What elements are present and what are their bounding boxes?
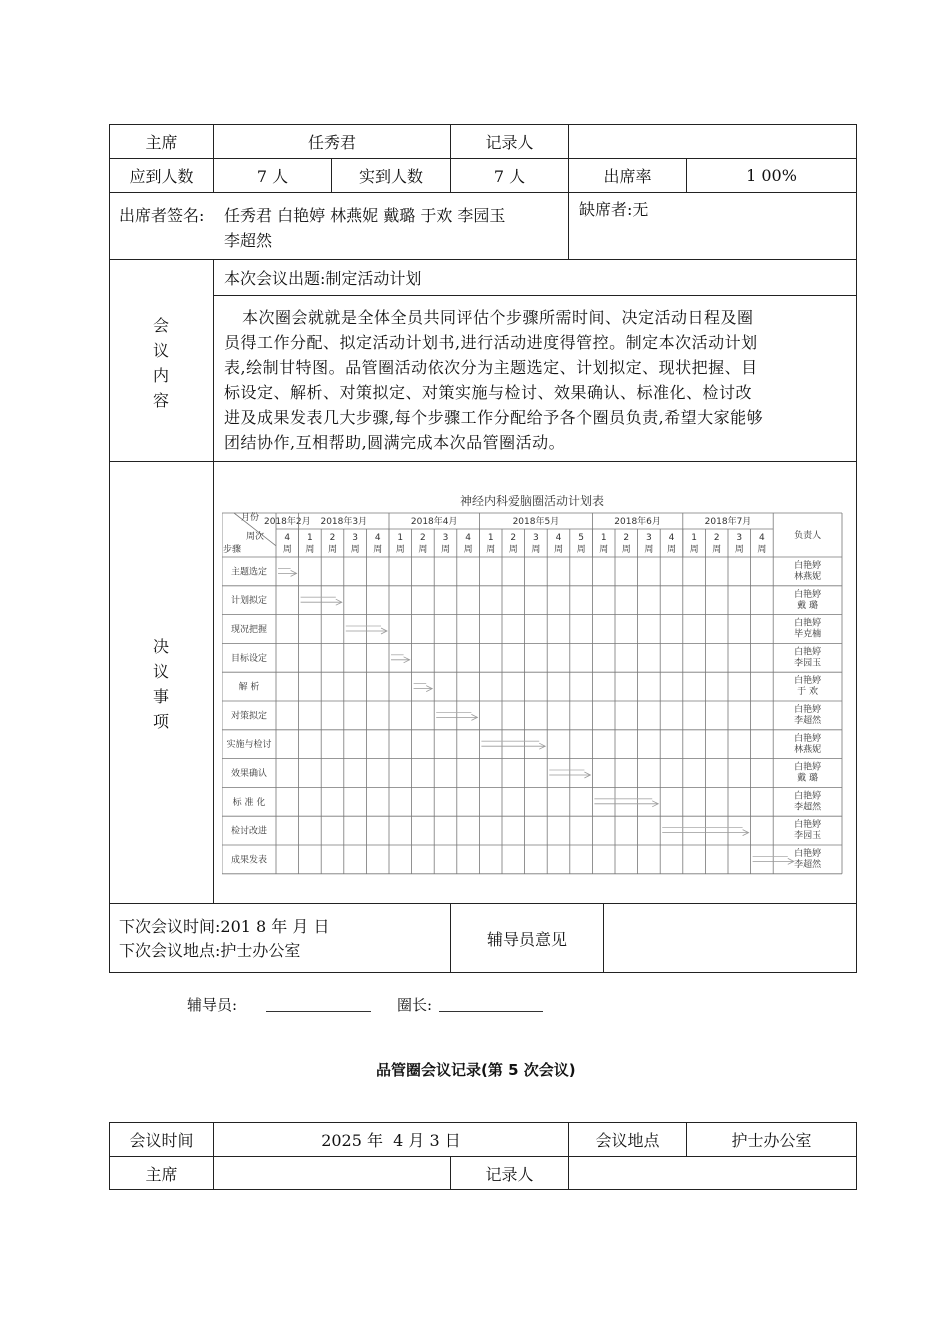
gantt-week-number: 4 (465, 533, 471, 543)
gantt-week-unit: 周 (327, 545, 338, 555)
rate-label: 出席率 (603, 167, 652, 186)
leader-signature-line (439, 1011, 543, 1012)
recorder-value-2 (569, 1157, 856, 1189)
gantt-owner-name: 戴 璐 (797, 773, 819, 784)
gantt-month-label: 2018年4月 (410, 517, 458, 527)
gantt-owner-name: 戴 璐 (797, 600, 819, 611)
gantt-week-unit: 周 (621, 545, 631, 555)
gantt-week-number: 3 (352, 533, 358, 543)
gantt-week-unit: 周 (350, 545, 360, 555)
rate-value: 1 00% (746, 166, 797, 185)
gantt-corner-month: 月份 (240, 513, 260, 523)
attendees-line-1: 任秀君 白艳婷 林燕妮 戴璐 于欢 李园玉 (224, 206, 506, 225)
gantt-week-number: 4 (668, 533, 675, 543)
gantt-week-number: 4 (759, 533, 765, 543)
gantt-week-unit: 周 (418, 545, 428, 555)
gantt-week-number: 3 (442, 533, 449, 543)
leader-signature-label: 圈长: (397, 996, 433, 1014)
content-line: 标设定、解析、对策拟定、对策实施与检讨、效果确认、标准化、检讨改 (224, 383, 753, 402)
attendees-line-2: 李超然 (224, 231, 273, 250)
gantt-week-unit: 周 (666, 545, 677, 555)
content-label-char: 议 (152, 341, 169, 360)
gantt-owner-name: 李园玉 (794, 831, 822, 842)
gantt-owner-name: 白艳婷 (794, 618, 822, 629)
gantt-owner-name: 白艳婷 (794, 589, 822, 600)
gantt-month-label: 2018年6月 (614, 517, 661, 527)
gantt-week-unit: 周 (576, 545, 586, 555)
actual-label: 实到人数 (358, 167, 423, 186)
gantt-week-number: 2 (713, 533, 720, 543)
gantt-step-label: 对策拟定 (230, 711, 268, 722)
gantt-owner-name: 李超然 (794, 802, 822, 813)
gantt-owner-name: 白艳婷 (794, 561, 822, 571)
gantt-owner-name: 白艳婷 (794, 820, 822, 831)
next-meeting-place: 下次会议地点:护士办公室 (119, 941, 301, 960)
chair-value-2 (214, 1157, 450, 1189)
next-record-title: 品管圈会议记录(第 5 次会议) (376, 1061, 576, 1079)
recorder-label: 记录人 (485, 133, 534, 152)
gantt-week-number: 2 (329, 533, 336, 543)
decision-label-char: 事 (152, 687, 169, 706)
gantt-week-unit: 周 (282, 545, 292, 555)
time-value: 2025 年 4 月 3 日 (321, 1131, 461, 1150)
gantt-week-number: 5 (578, 533, 584, 543)
content-line: 表,绘制甘特图。品管圈活动依次分为主题选定、计划拟定、现状把握、目 (224, 358, 758, 377)
chair-value: 任秀君 (307, 133, 356, 152)
content-line: 进及成果发表几大步骤,每个步骤工作分配给予各个圈员负责,希望大家能够 (224, 408, 764, 427)
content-line: 员得工作分配、拟定活动计划书,进行活动进度得管控。制定本次活动计划 (224, 333, 758, 352)
gantt-week-number: 4 (555, 533, 562, 543)
gantt-week-unit: 周 (757, 545, 767, 555)
advisor-signature-label: 辅导员: (187, 996, 238, 1014)
gantt-owner-name: 毕克楠 (794, 629, 822, 640)
absent-note: 缺席者:无 (579, 200, 649, 219)
recorder-value (569, 125, 856, 158)
content-label-char: 会 (152, 316, 169, 335)
advisor-opinion-label: 辅导员意见 (486, 929, 567, 949)
gantt-owner-name: 于 欢 (797, 687, 819, 698)
gantt-week-number: 4 (284, 533, 291, 543)
gantt-week-number: 2 (510, 533, 517, 543)
gantt-week-unit: 周 (440, 545, 451, 555)
gantt-month-label: 2018年2月 (263, 517, 311, 527)
gantt-month-label: 2018年5月 (512, 517, 560, 527)
gantt-week-unit: 周 (712, 545, 722, 555)
time-label: 会议时间 (129, 1131, 194, 1150)
expected-label: 应到人数 (129, 167, 194, 186)
gantt-owner-name: 白艳婷 (794, 647, 822, 658)
actual-value: 7 人 (493, 167, 526, 186)
gantt-owner-name: 白艳婷 (794, 791, 822, 802)
gantt-week-unit: 周 (305, 545, 315, 555)
expected-value: 7 人 (256, 167, 289, 186)
gantt-week-number: 4 (374, 533, 381, 543)
gantt-owner-name: 白艳婷 (794, 849, 822, 859)
gantt-week-unit: 周 (553, 545, 564, 555)
gantt-week-unit: 周 (463, 545, 473, 555)
content-line: 本次圈会就就是全体全员共同评估个步骤所需时间、决定活动日程及圈 (242, 308, 754, 327)
content-label-char: 容 (152, 391, 169, 410)
place-value: 护士办公室 (731, 1131, 812, 1150)
gantt-owner-name: 白艳婷 (794, 705, 822, 715)
gantt-week-number: 1 (487, 533, 494, 543)
gantt-week-unit: 周 (373, 545, 383, 555)
gantt-week-unit: 周 (395, 545, 405, 555)
gantt-owner-name: 白艳婷 (794, 762, 822, 773)
gantt-week-number: 1 (600, 533, 607, 543)
gantt-owner-name: 李园玉 (794, 658, 822, 669)
gantt-owner-header: 负责人 (794, 531, 822, 541)
recorder-label-2: 记录人 (485, 1164, 534, 1184)
gantt-step-label: 标 准 化 (232, 797, 266, 808)
gantt-owner-name: 李超然 (794, 860, 822, 870)
gantt-step-label: 成果发表 (230, 855, 268, 866)
gantt-week-number: 1 (691, 533, 697, 543)
gantt-step-label: 解 析 (238, 682, 260, 693)
gantt-owner-name: 林燕妮 (794, 744, 822, 755)
content-line: 团结协作,互相帮助,圆满完成本次品管圈活动。 (224, 433, 566, 452)
gantt-owner-name: 白艳婷 (794, 733, 822, 744)
next-meeting-time: 下次会议时间:201 8 年 月 日 (119, 917, 330, 936)
gantt-week-unit: 周 (486, 545, 496, 555)
content-label-char: 内 (152, 366, 169, 385)
gantt-step-label: 实施与检讨 (226, 740, 272, 751)
advisor-opinion-value (604, 904, 856, 972)
gantt-corner-week: 周次 (245, 532, 265, 542)
meeting-topic: 本次会议出题:制定活动计划 (224, 269, 422, 288)
gantt-week-number: 3 (533, 533, 539, 543)
gantt-week-unit: 周 (734, 545, 744, 555)
gantt-step-label: 效果确认 (230, 769, 268, 779)
decision-label-char: 决 (152, 637, 169, 656)
place-label: 会议地点 (595, 1131, 660, 1150)
gantt-owner-name: 李超然 (794, 716, 822, 726)
gantt-week-number: 2 (420, 533, 426, 543)
gantt-week-unit: 周 (644, 545, 654, 555)
gantt-week-unit: 周 (508, 545, 518, 555)
decision-label-char: 项 (152, 712, 169, 731)
gantt-week-unit: 周 (599, 545, 609, 555)
gantt-week-unit: 周 (689, 545, 699, 555)
gantt-owner-name: 林燕妮 (794, 572, 822, 582)
gantt-title: 神经内科爱脑圈活动计划表 (459, 494, 605, 508)
gantt-owner-name: 白艳婷 (794, 676, 822, 687)
gantt-week-number: 3 (736, 533, 743, 543)
attendees-label: 出席者签名: (119, 206, 205, 225)
gantt-step-label: 计划拟定 (230, 596, 268, 607)
gantt-month-label: 2018年7月 (704, 517, 752, 527)
activity-plan-gantt (222, 486, 844, 876)
gantt-week-number: 1 (397, 533, 404, 543)
gantt-month-label: 2018年3月 (320, 517, 368, 527)
gantt-step-label: 主题选定 (230, 567, 268, 578)
decision-label-char: 议 (152, 662, 169, 681)
gantt-week-number: 1 (307, 533, 313, 543)
advisor-signature-line (266, 1011, 371, 1012)
gantt-week-number: 2 (623, 533, 630, 543)
gantt-step-label: 现况把握 (230, 625, 268, 635)
gantt-week-unit: 周 (531, 545, 541, 555)
gantt-corner-step: 步骤 (222, 545, 242, 555)
gantt-week-number: 3 (646, 533, 652, 543)
chair-label-2: 主席 (145, 1164, 178, 1184)
gantt-step-label: 目标设定 (230, 653, 268, 664)
gantt-step-label: 检讨改进 (230, 826, 268, 837)
chair-label: 主席 (145, 133, 178, 152)
